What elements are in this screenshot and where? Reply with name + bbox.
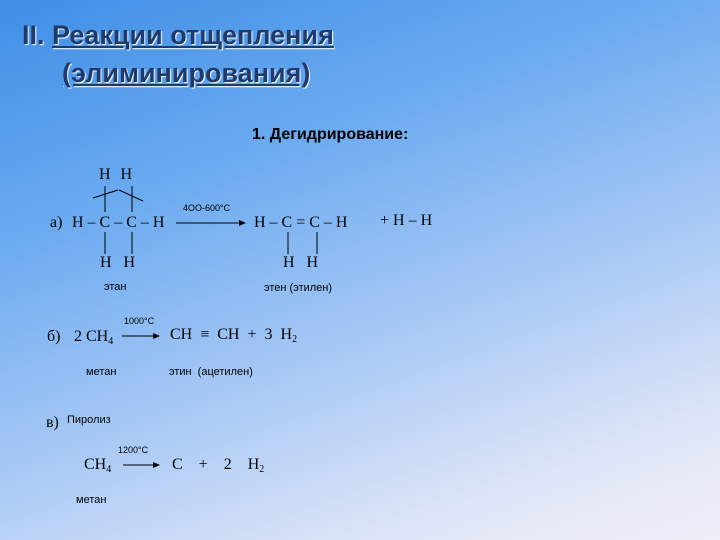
reaction-b-name-methane: метан (86, 366, 117, 378)
reaction-c-methane-subscript: 4 (106, 464, 112, 475)
reaction-a-label: а) (50, 214, 63, 231)
reaction-a-top-hydrogens: Н Н (99, 166, 133, 183)
reaction-c-name-methane: метан (76, 494, 107, 506)
reaction-a-bottom-hydrogens-right: Н Н (283, 254, 319, 271)
reaction-c-methane-text: СН (84, 456, 107, 473)
reaction-c-arrowhead (153, 462, 160, 468)
reaction-a-bottom-hydrogens-left: Н Н (100, 254, 136, 271)
reaction-a-ethane-formula: Н – С – С – Н (72, 214, 165, 231)
reaction-b-product-text: СН ≡ СН + 3 Н (170, 326, 293, 343)
title-roman-numeral: II. (22, 20, 45, 50)
reaction-b-arrowhead (153, 333, 160, 339)
reaction-a-arrowhead (239, 220, 246, 226)
reaction-b-product-subscript: 2 (292, 334, 298, 345)
reaction-b-methane-subscript: 4 (108, 336, 114, 347)
reaction-b-name-ethyne: этин (ацетилен) (169, 366, 253, 378)
reaction-b-label: б) (47, 328, 61, 345)
reaction-a-condition: 4ОО-600°С (183, 203, 231, 213)
reaction-c-name-pyrolysis: Пиролиз (67, 414, 111, 426)
reaction-a-name-ethane: этан (104, 281, 127, 293)
reaction-c-label: в) (46, 414, 59, 431)
reaction-b-methane-text: 2 СН (74, 328, 109, 345)
reaction-a-name-ethene: этен (этилен) (264, 282, 333, 294)
reaction-a-hydrogen-product: + Н – Н (380, 212, 433, 229)
reaction-a-ethene-formula: Н – С = С – Н (254, 214, 348, 231)
title-line-1: Реакции отщепления (52, 20, 334, 50)
section-subtitle: 1. Дегидрирование: (252, 126, 409, 143)
reaction-b-condition: 1000°С (124, 316, 155, 326)
title-line-2: (элиминирования) (62, 58, 311, 88)
strike-mark (119, 190, 143, 201)
reaction-c-product-text: С + 2 Н (172, 456, 260, 473)
reaction-c-condition: 1200°С (118, 445, 149, 455)
reaction-c-product-subscript: 2 (259, 464, 265, 475)
